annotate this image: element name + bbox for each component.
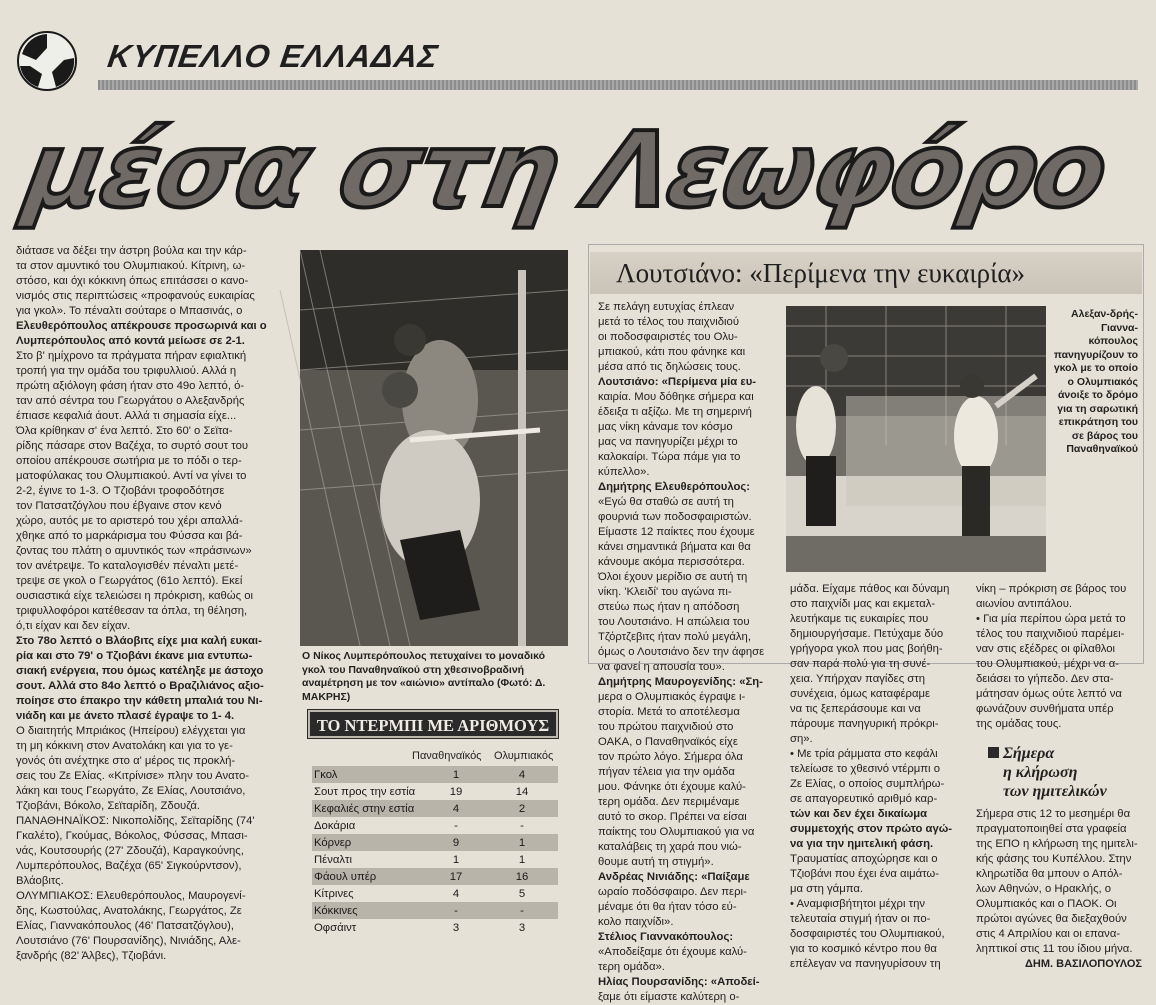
author-signature: ΔΗΜ. ΒΑΣΙΛΟΠΟΥΛΟΣ <box>1025 958 1142 970</box>
interview-column-1: Σε πελάγη ευτυχίας έπλεαν μετά το τέλος του παιχνιδιού οι ποδοσφαιριστές του Ολυ- μπιακού, κάτι που φάνηκε και μέσα από τις δηλώσεις τους. Λουτσιάνο: «Περίμενα μία ευ- καιρία. Μου δόθηκε σήμερα και έδειξα τι αξίζω. Με τη σημερινή μας νίκη κάναμε τον κόσμο μας να πανηγυρίζει μέχρι το καλοκαίρι. Τώρα πάμε για το κύπελλο». Δημήτρης Ελευθερόπουλος: «Εγώ θα σταθώ σε αυτή τη φουρνιά των ποδοσφαιριστών. Είμαστε 12 παίκτες που έχουμε κάνει σημαντικά βήματα και θα κάνουμε ακόμα περισσότερα. Όλοι έχουν μερίδιο σε αυτή τη νίκη. 'Κλειδί' του αγώνα πι- στεύω πως ήταν η απόδοση του Λουτσιάνο. Η απώλεια του Τζόρτζεβιτς ήταν πολύ μεγάλη, όμως ο Λουτσιάνο δεν την άφησε να φανεί η απουσία του». Δημήτρης Μαυρογενίδης: «Ση- μερα ο Ολυμπιακός έγραψε ι- στορία. Μετά το αποτέλεσμα του πρώτου παιχνιδιού στο ΟΑΚΑ, ο Παναθηναϊκός είχε τον πρώτο λόγο. Σήμερα όλα πήγαν τέλεια για την ομάδα μου. Φάνηκε ότι έχουμε καλύ- τερη ομάδα. Δεν περιμέναμε αυτό το σκορ. Πρέπει να είσαι παίκτης του Ολυμπιακού για να καταλάβεις τη χαρά που νιώ- θουμε αυτή τη στιγμή». Ανδρέας Νινιάδης: «Παίξαμε ωραίο ποδόσφαιρο. Δεν περι- μέναμε ότι θα ήταν τόσο εύ- κολο παιχνίδι». Στέλιος Γιαννακόπουλος: «Αποδείξαμε ότι έχουμε καλύ- τερη ομάδα». Ηλίας Πουρσανίδης: «Αποδεί- ξαμε ότι είμαστε καλύτερη ο- <box>598 301 765 1003</box>
goal-photo <box>300 250 568 646</box>
draw-subhead: Σήμερα η κλήρωση των ημιτελικών <box>988 744 1142 801</box>
stats-team2: Ολυμπιακός <box>494 750 554 762</box>
stats-row: Κίτρινες 4 5 <box>314 887 526 900</box>
interview-column-3: νίκη – πρόκριση σε βάρος του αιωνίου αντιπάλου. • Για μία περίπου ώρα μετά το τέλος του παιχνιδιού παρέμει- ναν στις εξέδρες οι φίλαθλοι του Ολυμπιακού, μέχρι να α- δειάσει το γήπεδο. Δεν στα- μάτησαν όμως ούτε λεπτό να φωνάζουν συνθήματα υπέρ της ομάδας τους. Σήμερα η κλήρωση των ημιτελικών Σήμερα στις 12 το μεσημέρι θα πραγματοποιηθεί στα γραφεία της ΕΠΟ η κλήρωση της ημιτελι- κής φάσης του Κυπέλλου. Στην κληρωτίδα θα μπουν ο Απόλ- λων Αθηνών, ο Ηρακλής, ο Ολυμπιακός και ο ΠΑΟΚ. Οι πρώτοι αγώνες θα διεξαχθούν στις 4 Απριλίου και οι επανα- ληπτικοί στις 11 του ίδιου μήνα. ΔΗΜ. ΒΑΣΙΛΟΠΟΥΛΟΣ <box>976 583 1142 970</box>
stats-table <box>312 766 558 936</box>
stats-row: Φάουλ υπέρ 17 16 <box>312 868 558 885</box>
interview-column-2: μάδα. Είχαμε πάθος και δύναμη στο παιχνίδι μας και εκμεταλ- λευτήκαμε τις ευκαιρίες που δημιουργήσαμε. Πετύχαμε δύο γρήγορα γκολ που μας βοήθη- σαν παρά πολύ για τη συνέ- χεια. Υπήρχαν παγίδες στη συνέχεια, όμως καταφέραμε να τις ξεπεράσουμε και να πάρουμε πανηγυρική πρόκρι- ση». • Με τρία ράμματα στο κεφάλι τελείωσε το χθεσινό ντέρμπι ο Ζε Ελίας, ο οποίος συμπλήρω- σε απαγορευτικό αριθμό καρ- τών και δεν έχει δικαίωμα συμμετοχής στον πρώτο αγώ- να για την ημιτελική φάση. Τραυματίας αποχώρησε και ο Τζιοβάνι που έχει ένα αιμάτω- μα στη γάμπα. • Αναμφισβήτητοι μέχρι την τελευταία στιγμή ήταν οι πο- δοσφαιριστές του Ολυμπιακού, για το κοσμικό κέντρο που θα επέλεγαν να πανηγυρίσουν τη <box>790 583 953 970</box>
square-bullet-icon <box>988 747 999 758</box>
stats-row: Κόκκινες - - <box>312 902 558 919</box>
stats-row: Οφσάιντ 3 3 <box>314 921 526 934</box>
article-left-column: διάτασε να δέξει την άστρη βούλα και την κάρ- τα στον αμυντικό του Ολυμπιακού. Κίτρινη, ω- στόσο, και όχι κόκκινη όπως επιτάσσει ο κανο- νισμός στις περιπτώσεις «προφανούς ευκαιρίας για γκολ». Το πέναλτι σούταρε ο Μπασινάς, ο Ελευθερόπουλος απέκρουσε προσωρινά και ο Λυμπερόπουλος από κοντά μείωσε σε 2-1. Στο β' ημίχρονο τα πράγματα πήραν εφιαλτική τροπή για την ομάδα του τριφυλλιού. Αλλά η πρώτη αξιόλογη φάση ήταν στο 49ο λεπτό, ό- ταν από σέντρα του Γεωργάτου ο Αλεξανδρής έπιασε κεφαλιά άουτ. Αλλά τι σημασία είχε... Όλα κρίθηκαν σ' ένα λεπτό. Στο 60' ο Σεϊτα- ρίδης πάσαρε στον Βαζέχα, το συρτό σουτ του οποίου απέκρουσε σωτήρια με το πόδι ο τερ- ματοφύλακας του Ολυμπιακού. Αντί να γίνει το 2-2, έγινε το 1-3. Ο Τζιοβάνι τροφοδότησε τον Πατσατζόγλου που έβγαινε στον κενό χώρο, αυτός με το αριστερό του χέρι απαλλά- χθηκε από το μαρκάρισμα του Φύσσα και βά- ζοντας του πλάτη ο αμυντικός των «πράσινων» τον ανέτρεψε. Το καταλογισθέν πέναλτι μετέ- τρεψε σε γκολ ο Γεωργάτος (61ο λεπτό). Εκεί ουσιαστικά είχε τελειώσει η πρόκριση, καθώς οι τριφυλλοφόροι κατέθεσαν τα όπλα, τη θέληση, ό,τι είχαν και δεν είχαν. Στο 78ο λεπτό ο Βλάοβιτς είχε μια καλή ευκαι- ρία και στο 79' ο Τζιοβάνι έκανε μια εντυπω- σιακή ενέργεια, που όμως κατέληξε με άστοχο σουτ. Αλλά στο 84ο λεπτό ο Βραζιλιάνος αξιο- ποίησε στο έπακρο την κάθετη μπαλιά του Νι- νιάδη και με άνετο πλασέ έγραψε το 1- 4. Ο διαιτητής Μπριάκος (Ηπείρου) ελέγχεται για τη μη κόκκινη στον Ανατολάκη και για το γε- γονός ότι ανέχτηκε στο α' μέρος τις προκλή- σεις του Ζε Ελίας. «Κιτρίνισε» πλην του Ανατο- λάκη και τους Γεωργάτο, Ζε Ελίας, Λουτσιάνο, Τζιοβάνι, Βόκολο, Σεϊταρίδη, Ζδουζά. ΠΑΝΑΘΗΝΑΪΚΟΣ: Νικοπολίδης, Σεϊταρίδης (74' Γκαλέτο), Γκούμας, Βόκολος, Φύσσας, Μπασι- νάς, Κουτσουρής (27' Ζδουζά), Καραγκούνης, Λυμπερόπουλος, Βαζέχα (65' Σιγκούρντσον), Βλάοβιτς. ΟΛΥΜΠΙΑΚΟΣ: Ελευθερόπουλος, Μαυρογενί- δης, Κωστούλας, Ανατολάκης, Γεωργάτος, Ζε Ελίας, Γιαννακόπουλος (46' Πατσατζόγλου), Λουτσιάνο (76' Πουρσανίδης), Νινιάδης, Αλε- ξανδρής (82' Άλβες), Τζιοβάνι. <box>16 245 267 962</box>
stats-title: ΤΟ ΝΤΕΡΜΠΙ ΜΕ ΑΡΙΘΜΟΥΣ <box>308 710 558 738</box>
stats-row: Πέναλτι 1 1 <box>314 853 526 866</box>
section-underline <box>98 80 1138 90</box>
stats-row: Κεφαλιές στην εστία 4 2 <box>312 800 558 817</box>
football-icon <box>16 30 78 92</box>
section-title: ΚΥΠΕΛΛΟ ΕΛΛΑΔΑΣ <box>105 38 441 74</box>
stats-row: Κόρνερ 9 1 <box>312 834 558 851</box>
stats-row: Γκολ 1 4 <box>312 766 558 783</box>
stats-team1: Παναθηναϊκός <box>412 750 482 762</box>
stats-box <box>308 704 570 936</box>
photo-caption: Ο Νίκος Λυμπερόπουλος πετυχαίνει το μοναδικό γκολ του Παναθηναϊκού στη χθεσινοβραδινή αναμέτρηση με τον «αιώνιο» αντίπαλο (Φωτό: Δ. ΜΑΚΡΗΣ) <box>302 650 546 703</box>
headline: μέσα στη Λεωφόρο <box>17 109 1115 231</box>
stats-row: Δοκάρια - - <box>314 819 524 832</box>
celebration-photo <box>786 306 1046 572</box>
interview-title: Λουτσιάνο: «Περίμενα την ευκαιρία» <box>616 258 1026 288</box>
stats-row: Σουτ προς την εστία 19 14 <box>314 785 529 798</box>
celebration-caption: Αλεξαν-δρής-Γιαννα-κόπουλος πανηγυρίζουν το γκολ με το οποίο ο Ολυμπιακός άνοιξε το δρόμο για τη σαρωτική επικράτηση του σε βάρος του Παναθηναϊκού <box>1053 308 1138 455</box>
